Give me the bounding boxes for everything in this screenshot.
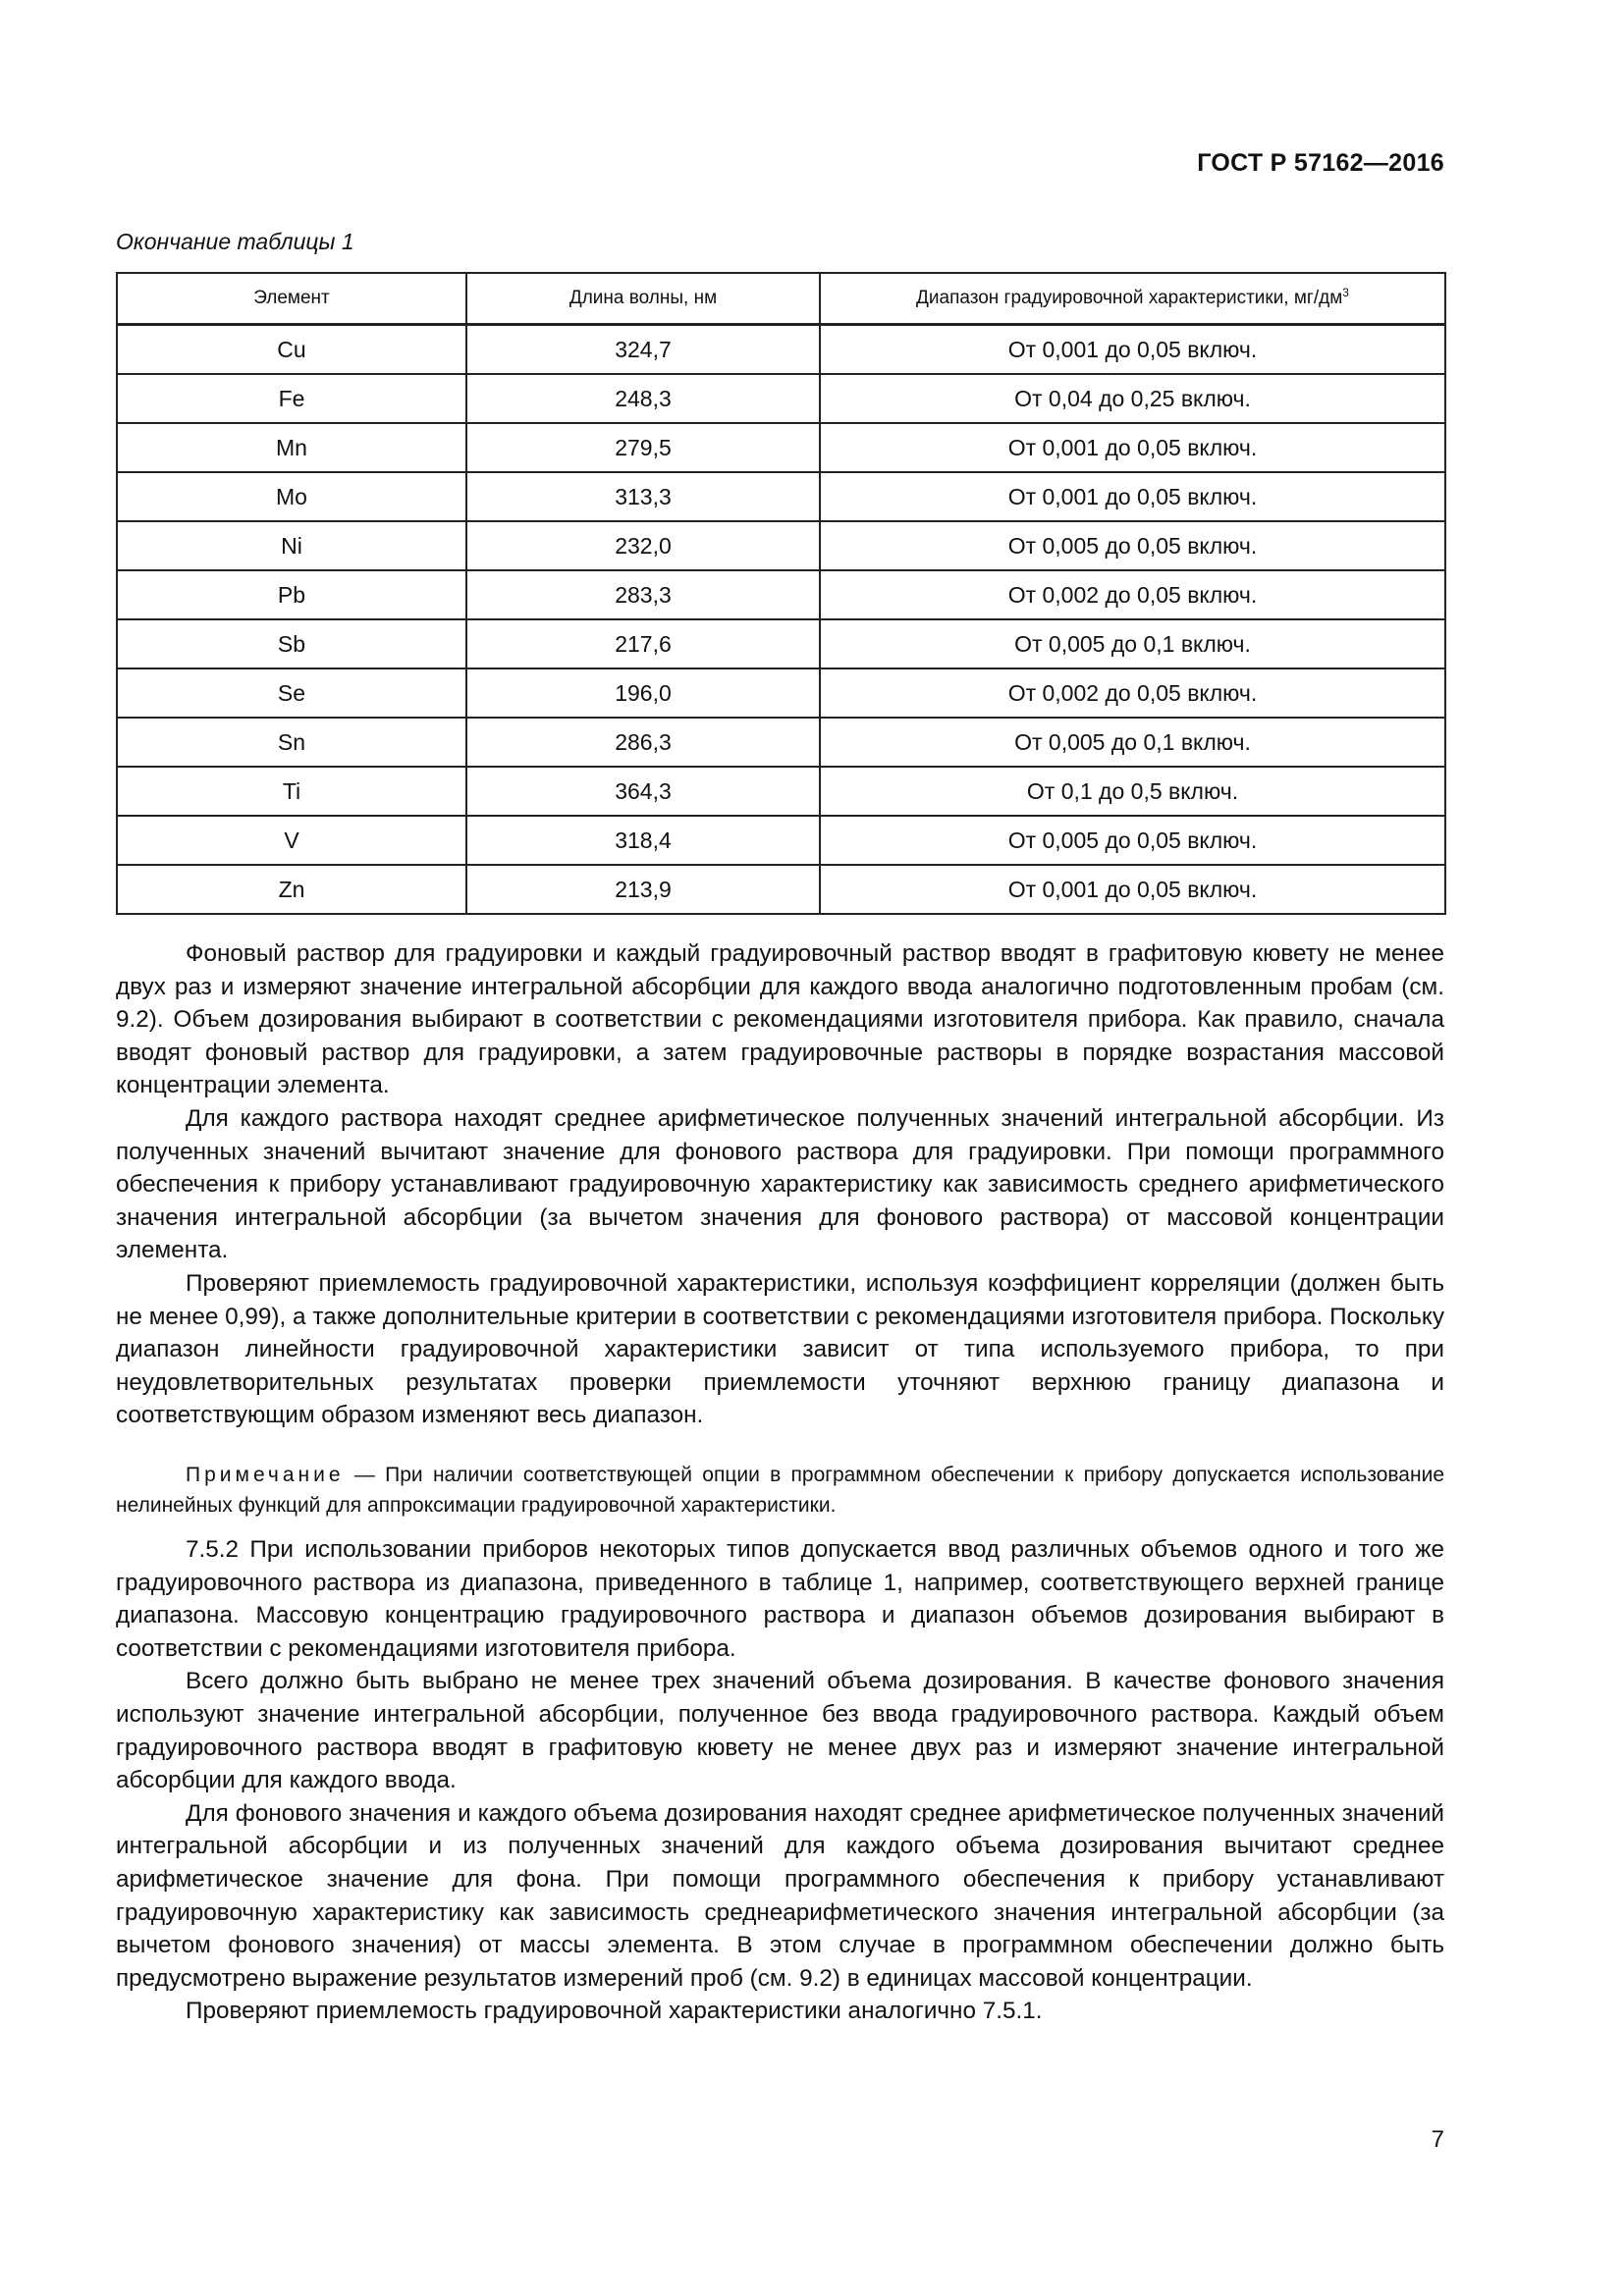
cell-wavelength: 286,3 (466, 718, 820, 767)
cell-element: Ti (117, 767, 466, 816)
paragraph: Фоновый раствор для градуировки и каждый градуировочный раствор вводят в графитовую кювету не менее двух раз и измеряют значение интегральной абсорбции для каждого ввода аналогично подготовленным пробам (см. 9.2). Объем дозирования выбирают в соответствии с рекомендациями изготовителя прибора. Как правило, сначала вводят фоновый раствор для градуировки, а затем градуировочные растворы в порядке возрастания массовой концентрации элемента. (116, 940, 1444, 1099)
cell-range: От 0,002 до 0,05 включ. (820, 668, 1445, 718)
table-row (117, 767, 1445, 816)
paragraph: Проверяют приемлемость градуировочной характеристики аналогично 7.5.1. (186, 1998, 1043, 2025)
cell-element: Sn (117, 718, 466, 767)
cell-wavelength: 232,0 (466, 521, 820, 570)
cell-element: Cu (117, 325, 466, 375)
paragraph: 7.5.2 При использовании приборов некоторых типов допускается ввод различных объемов одного и того же градуировочного раствора из диапазона, приведенного в таблице 1, например, соответствующего верхней границе диапазона. Массовую концентрацию градуировочного раствора и диапазон объемов дозирования выбирают в соответствии с рекомендациями изготовителя прибора. (116, 1536, 1444, 1662)
table-row (117, 423, 1445, 472)
table-row (117, 472, 1445, 521)
table-row (117, 668, 1445, 718)
cell-element: Pb (117, 570, 466, 619)
table-caption: Окончание таблицы 1 (116, 229, 354, 254)
document-code: ГОСТ Р 57162—2016 (1197, 149, 1444, 177)
cell-wavelength: 248,3 (466, 374, 820, 423)
table-row (117, 570, 1445, 619)
table-row (117, 619, 1445, 668)
column-header-element: Элемент (117, 273, 466, 325)
paragraph: Для каждого раствора находят среднее арифметическое полученных значений интегральной абсорбции. Из полученных значений вычитают значение для фонового раствора для градуировки. При помощи программного обеспечения к прибору устанавливают градуировочную характеристику как зависимость среднего арифметического значения интегральной абсорбции (за вычетом значения для фонового раствора) от массовой концентрации элемента. (116, 1104, 1444, 1264)
cell-element: Zn (117, 865, 466, 914)
cell-range: От 0,001 до 0,05 включ. (820, 423, 1445, 472)
note-text: — При наличии соответствующей опции в программном обеспечении к прибору допускается использование нелинейных функций для аппроксимации градуировочной характеристики. (116, 1464, 1444, 1517)
note-label: Примечание (186, 1464, 345, 1486)
cell-range: От 0,005 до 0,05 включ. (820, 816, 1445, 865)
page-number: 7 (1431, 2126, 1444, 2153)
paragraph: Проверяют приемлемость градуировочной характеристики, используя коэффициент корреляции (должен быть не менее 0,99), а также дополнительные критерии в соответствии с рекомендациями изготовителя прибора. Поскольку диапазон линейности градуировочной характеристики зависит от типа используемого прибора, то при неудовлетворительных результатах проверки приемлемости уточняют верхнюю границу диапазона и соответствующим образом изменяют весь диапазон. (116, 1269, 1444, 1429)
table-row (117, 865, 1445, 914)
cell-element: Mn (117, 423, 466, 472)
unit-superscript: 3 (1342, 286, 1349, 299)
column-header-wavelength: Длина волны, нм (466, 273, 820, 325)
table-header-row (117, 273, 1445, 325)
cell-element: Mo (117, 472, 466, 521)
cell-range: От 0,001 до 0,05 включ. (820, 325, 1445, 375)
column-header-range: Диапазон градуировочной характеристики, $мг/дм^3$ (820, 273, 1445, 325)
cell-element: Sb (117, 619, 466, 668)
body-text-section-a (116, 937, 1444, 1432)
cell-wavelength: 313,3 (466, 472, 820, 521)
cell-wavelength: 324,7 (466, 325, 820, 375)
cell-element: Se (117, 668, 466, 718)
cell-wavelength: 283,3 (466, 570, 820, 619)
cell-wavelength: 213,9 (466, 865, 820, 914)
table-row (117, 816, 1445, 865)
cell-range: От 0,1 до 0,5 включ. (820, 767, 1445, 816)
cell-wavelength: 217,6 (466, 619, 820, 668)
cell-wavelength: 318,4 (466, 816, 820, 865)
cell-element: V (117, 816, 466, 865)
cell-wavelength: 279,5 (466, 423, 820, 472)
table-row (117, 718, 1445, 767)
cell-range: От 0,001 до 0,05 включ. (820, 472, 1445, 521)
cell-range: От 0,005 до 0,05 включ. (820, 521, 1445, 570)
paragraph: Всего должно быть выбрано не менее трех значений объема дозирования. В качестве фонового значения используют значение интегральной абсорбции, полученное без ввода градуировочного раствора. Каждый объем градуировочного раствора вводят в графитовую кювету не менее двух раз и измеряют значение интегральной абсорбции для каждого ввода. (116, 1668, 1444, 1794)
cell-range: От 0,005 до 0,1 включ. (820, 718, 1445, 767)
table-row (117, 325, 1445, 375)
wavelength-table (116, 272, 1446, 915)
cell-wavelength: 196,0 (466, 668, 820, 718)
body-text-section-b (116, 1533, 1444, 2028)
note-block (116, 1460, 1444, 1521)
cell-range: От 0,001 до 0,05 включ. (820, 865, 1445, 914)
table-row (117, 374, 1445, 423)
note-paragraph (116, 1460, 1444, 1521)
table-row (117, 521, 1445, 570)
cell-range: От 0,002 до 0,05 включ. (820, 570, 1445, 619)
paragraph: Для фонового значения и каждого объема дозирования находят среднее арифметическое полученных значений интегральной абсорбции и из полученных значений для каждого объема дозирования вычитают среднее арифметическое значение для фона. При помощи программного обеспечения к прибору устанавливают градуировочную характеристику как зависимость среднеарифметического значения интегральной абсорбции (за вычетом фонового значения) от массы элемента. В этом случае в программном обеспечении должно быть предусмотрено выражение результатов измерений проб (см. 9.2) в единицах массовой концентрации. (116, 1799, 1444, 1992)
cell-wavelength: 364,3 (466, 767, 820, 816)
cell-element: Ni (117, 521, 466, 570)
cell-range: От 0,005 до 0,1 включ. (820, 619, 1445, 668)
cell-range: От 0,04 до 0,25 включ. (820, 374, 1445, 423)
table-body (117, 325, 1445, 915)
cell-element: Fe (117, 374, 466, 423)
